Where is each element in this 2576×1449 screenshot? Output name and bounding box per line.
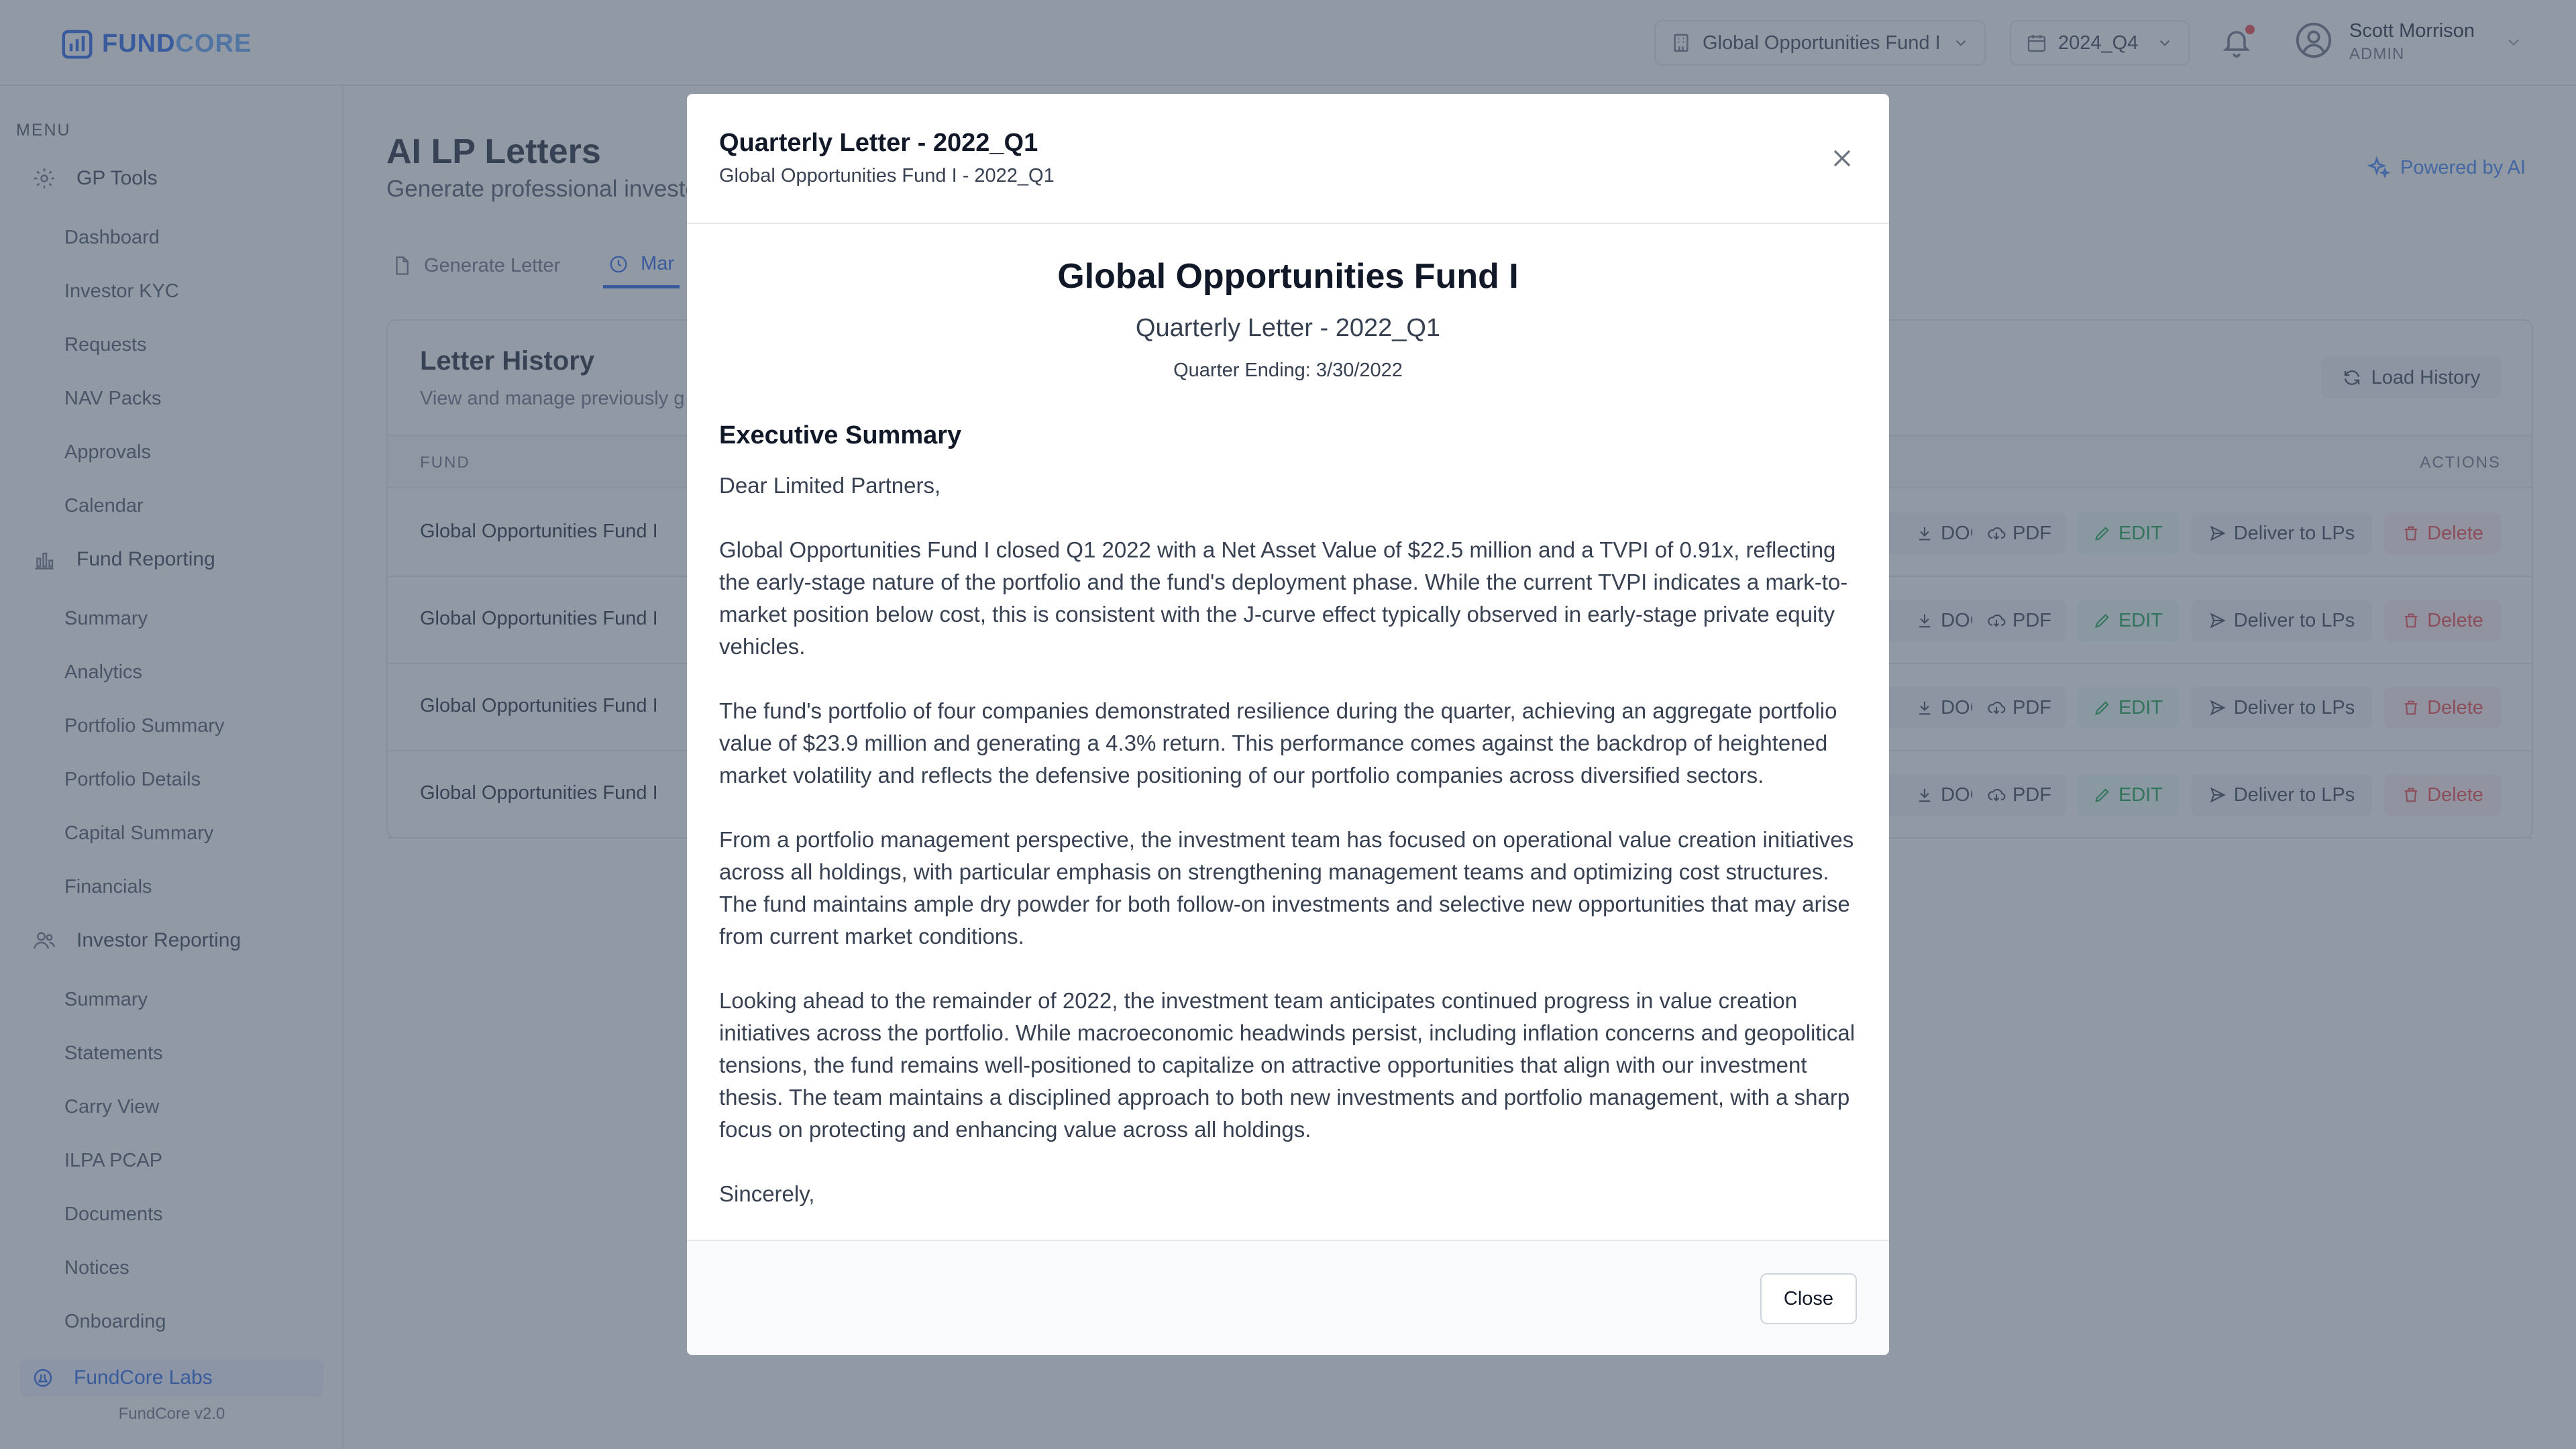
modal-close-button[interactable]: [1827, 144, 1857, 173]
letter-paragraph: The fund's portfolio of four companies demonstrated resilience during the quarter, achieving an aggregate portfolio value of $23.9 million and generating a 4.3% return. This performance comes against the backdrop of heightened market volatility and reflects the defensive positioning of our portfolio companies across diversified sectors.: [719, 698, 1837, 788]
modal-subtitle: Global Opportunities Fund I - 2022_Q1: [719, 165, 1055, 186]
letter-body: [719, 470, 1860, 1242]
section-heading: Executive Summary: [719, 421, 962, 449]
letter-paragraph: Global Opportunities Fund I closed Q1 2022 with a Net Asset Value of $22.5 million and a TVPI of 0.91x, reflecting the early-stage nature of the portfolio and the fund's deployment phase. While the current TVPI indicates a mark-to-market position below cost, this is consistent with the J-curve effect typically observed in early-stage private equity vehicles.: [719, 537, 1848, 659]
letter-quarter-ending: Quarter Ending: 3/30/2022: [1173, 360, 1403, 381]
letter-content[interactable]: [687, 224, 1889, 1334]
letter-salutation: Dear Limited Partners,: [719, 473, 941, 498]
letter-fund-title: Global Opportunities Fund I: [1057, 257, 1519, 296]
letter-closing: Sincerely,: [719, 1181, 815, 1206]
letter-paragraph: Looking ahead to the remainder of 2022, the investment team anticipates continued progress in value creation initiatives across the portfolio. While macroeconomic headwinds persist, including inflation concerns and geopolitical tensions, the fund remains well-positioned to capitalize on attractive opportunities that align with our investment thesis. The team maintains a disciplined approach to both new investments and portfolio management, with a sharp focus on protecting and enhancing value across all holdings.: [719, 988, 1856, 1142]
close-icon: [1827, 144, 1857, 173]
letter-paragraph: From a portfolio management perspective, the investment team has focused on operational value creation initiatives across all holdings, with particular emphasis on strengthening management teams and optimizing cost structures. The fund maintains ample dry powder for both follow-on investments and selective new opportunities that may arise from current market conditions.: [719, 827, 1854, 949]
close-button[interactable]: Close: [1760, 1273, 1857, 1324]
letter-subtitle: Quarterly Letter - 2022_Q1: [1135, 314, 1441, 342]
letter-preview-modal: [687, 94, 1889, 1355]
modal-header: [687, 94, 1889, 224]
modal-title: Quarterly Letter - 2022_Q1: [719, 129, 1038, 157]
modal-footer: [687, 1240, 1889, 1355]
